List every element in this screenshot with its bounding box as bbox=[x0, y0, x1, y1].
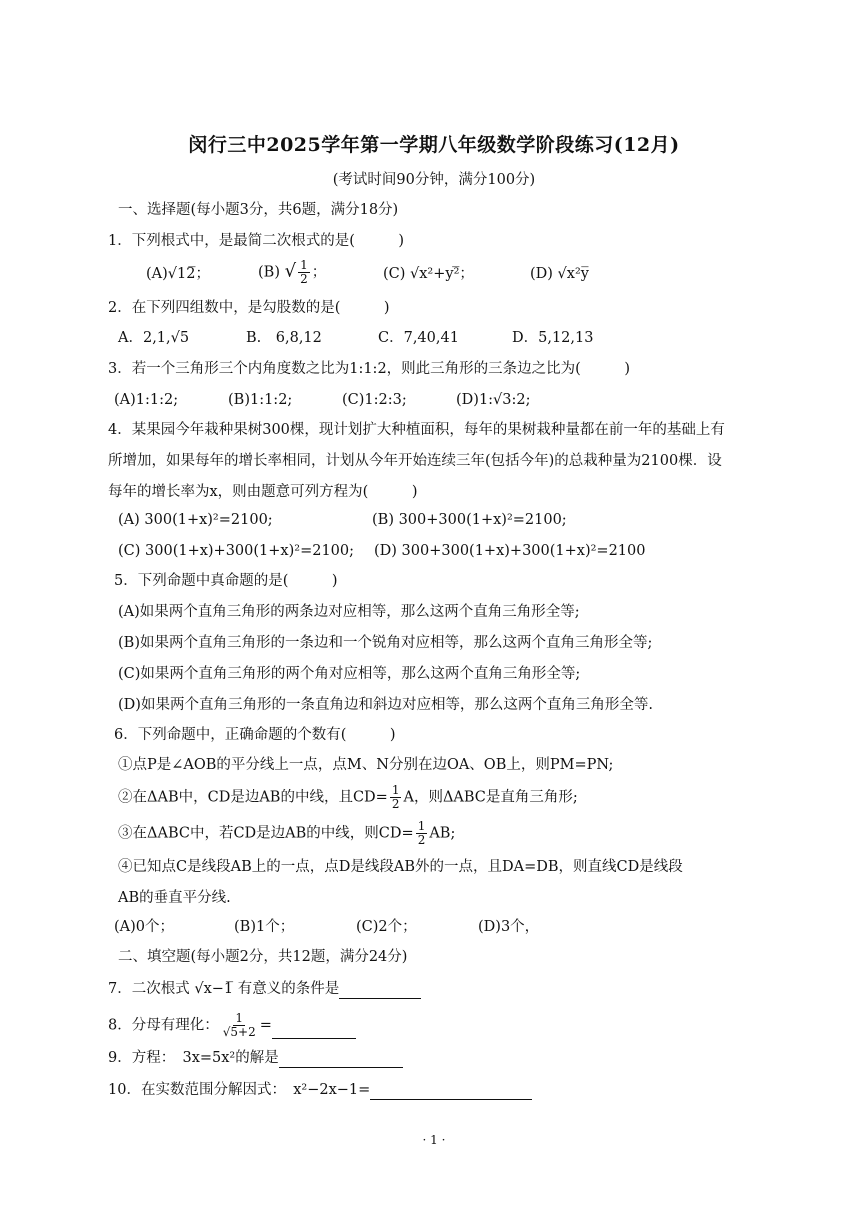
answer-blank[interactable] bbox=[279, 1051, 403, 1068]
question-3-option-c: (C)1:2:3; bbox=[342, 392, 407, 408]
question-10-text: 10．在实数范围分解因式： x²−2x−1= bbox=[108, 1082, 371, 1098]
question-6-stem: 6．下列命题中，正确命题的个数有( ) bbox=[114, 727, 396, 743]
question-5-option-c: (C)如果两个直角三角形的两个角对应相等，那么这两个直角三角形全等; bbox=[118, 666, 581, 682]
question-9-text: 9．方程： 3x=5x²的解是 bbox=[108, 1050, 279, 1066]
question-5-option-b: (B)如果两个直角三角形的一条边和一个锐角对应相等，那么这两个直角三角形全等; bbox=[118, 635, 653, 651]
question-9 bbox=[108, 1048, 403, 1068]
fraction-numerator: 1 bbox=[300, 258, 308, 272]
answer-blank[interactable] bbox=[370, 1083, 532, 1100]
question-8 bbox=[108, 1012, 356, 1039]
statement-3-text-post: AB; bbox=[429, 825, 456, 842]
question-4-option-d: (D) 300+300(1+x)+300(1+x)²=2100 bbox=[374, 543, 646, 559]
question-3-stem: 3．若一个三角形三个内角度数之比为1:1:2，则此三角形的三条边之比为( ) bbox=[108, 361, 630, 377]
fraction-denominator: 2 bbox=[417, 833, 426, 847]
question-3-option-b: (B)1:1:2; bbox=[228, 392, 293, 408]
page-title: 闵行三中2025学年第一学期八年级数学阶段练习(12月) bbox=[188, 134, 680, 156]
question-4-line-2: 所增加，如果每年的增长率相同，计划从今年开始连续三年(包括今年)的总栽种量为2100棵．设 bbox=[108, 453, 722, 469]
question-7-text: 7．二次根式 √x−1̅ 有意义的条件是 bbox=[108, 981, 340, 997]
question-3-option-a: (A)1:1:2; bbox=[114, 392, 179, 408]
question-6-statement-2 bbox=[118, 784, 578, 811]
question-2-option-b: B. 6,8,12 bbox=[246, 330, 322, 346]
page-number: · 1 · bbox=[422, 1133, 446, 1147]
question-4-option-b: (B) 300+300(1+x)²=2100; bbox=[372, 512, 567, 528]
statement-2-text-pre: ②在ΔAB中，CD是边AB的中线，且CD= bbox=[118, 789, 388, 806]
question-2-option-c: C．7,40,41 bbox=[378, 330, 459, 346]
question-1-option-d: (D) √x²y̅ bbox=[530, 266, 589, 282]
question-6-statement-1: ①点P是∠AOB的平分线上一点，点M、N分别在边OA、OB上，则PM=PN; bbox=[118, 757, 614, 773]
fraction-numerator: 1 bbox=[235, 1011, 244, 1025]
question-7 bbox=[108, 979, 421, 999]
question-6-option-b: (B)1个； bbox=[234, 919, 295, 935]
question-2-option-a: A．2,1,√5 bbox=[118, 330, 190, 346]
question-4-line-1: 4．某果园今年栽种果树300棵，现计划扩大种植面积，每年的果树栽种量都在前一年的基础上有 bbox=[108, 422, 725, 438]
question-2-option-d: D．5,12,13 bbox=[512, 330, 594, 346]
question-4-line-3: 每年的增长率为x，则由题意可列方程为( ) bbox=[108, 484, 418, 500]
fraction-numerator: 1 bbox=[391, 783, 400, 797]
question-1-option-b: (B) √ $\frac{1}{2}$ ； bbox=[258, 258, 327, 286]
question-10 bbox=[108, 1080, 532, 1100]
fraction-denominator: 2 bbox=[391, 797, 400, 811]
question-1-option-c: (C) √x²+y²̅； bbox=[383, 266, 474, 282]
question-2-stem: 2．在下列四组数中，是勾股数的是( ) bbox=[108, 300, 390, 316]
question-6-statement-3 bbox=[118, 820, 455, 847]
statement-2-fraction bbox=[390, 784, 402, 811]
question-5-option-d: (D)如果两个直角三角形的一条直角边和斜边对应相等，那么这两个直角三角形全等. bbox=[118, 697, 654, 713]
section-header-fill: 二、填空题(每小题2分，共12题，满分24分) bbox=[118, 949, 408, 965]
question-8-text-post: = bbox=[259, 1017, 272, 1034]
question-6-statement-4-line-2: AB的垂直平分线. bbox=[118, 890, 231, 906]
question-6-option-c: (C)2个； bbox=[356, 919, 417, 935]
question-1-option-b-fraction bbox=[298, 259, 310, 286]
question-8-fraction bbox=[221, 1012, 258, 1039]
answer-blank[interactable] bbox=[272, 1022, 356, 1039]
question-5-stem: 5．下列命题中真命题的是( ) bbox=[114, 573, 338, 589]
statement-3-text-pre: ③在ΔABC中，若CD是边AB的中线，则CD= bbox=[118, 825, 414, 842]
question-5-option-a: (A)如果两个直角三角形的两条边对应相等，那么这两个直角三角形全等; bbox=[118, 604, 580, 620]
question-6-option-a: (A)0个； bbox=[114, 919, 175, 935]
question-6-statement-4-line-1: ④已知点C是线段AB上的一点，点D是线段AB外的一点，且DA=DB，则直线CD是线段 bbox=[118, 859, 683, 875]
question-8-text-pre: 8．分母有理化： bbox=[108, 1017, 219, 1034]
question-6-option-d: (D)3个， bbox=[478, 919, 540, 935]
question-4-option-a: (A) 300(1+x)²=2100; bbox=[118, 512, 273, 528]
statement-2-text-post: A，则ΔABC是直角三角形; bbox=[403, 789, 578, 806]
page-subtitle: (考试时间90分钟，满分100分) bbox=[332, 172, 536, 188]
question-4-option-c: (C) 300(1+x)+300(1+x)²=2100; bbox=[118, 543, 355, 559]
fraction-denominator: 2 bbox=[300, 272, 308, 286]
question-1-option-b-sep: ； bbox=[311, 264, 327, 281]
question-1-option-b-label: (B) bbox=[258, 264, 280, 281]
answer-blank[interactable] bbox=[339, 982, 421, 999]
question-1-option-a: (A)√12̅； bbox=[146, 266, 210, 282]
fraction-denominator: √5+2 bbox=[222, 1025, 256, 1039]
section-header-choice: 一、选择题(每小题3分，共6题，满分18分) bbox=[118, 202, 399, 218]
fraction-numerator: 1 bbox=[417, 819, 426, 833]
statement-3-fraction bbox=[416, 820, 428, 847]
question-1-stem: 1．下列根式中，是最简二次根式的是( ) bbox=[108, 233, 405, 249]
question-3-option-d: (D)1:√3:2; bbox=[456, 392, 531, 408]
